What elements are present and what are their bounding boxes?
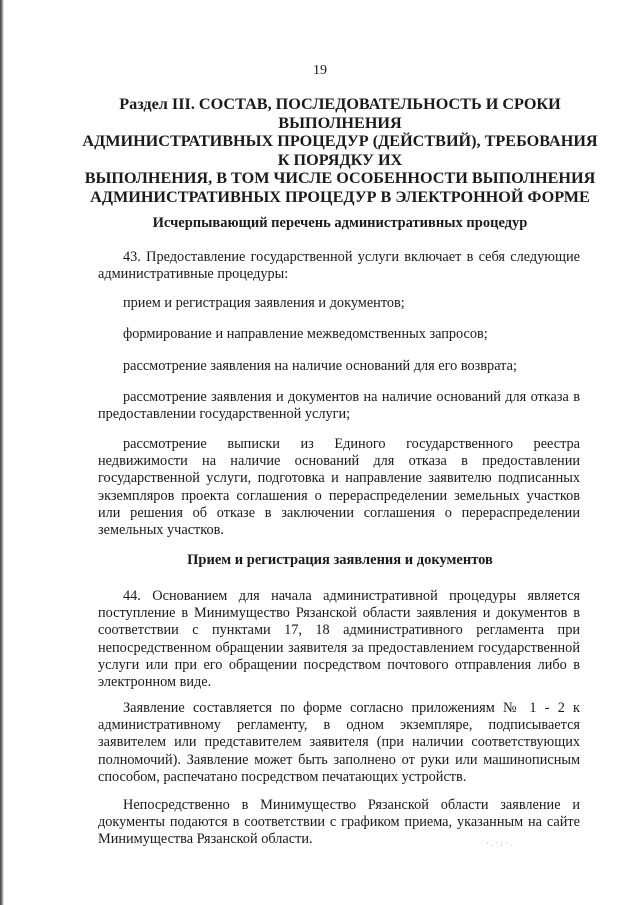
section-title-line: Раздел III. СОСТАВ, ПОСЛЕДОВАТЕЛЬНОСТЬ И СРОКИ xyxy=(119,95,561,113)
section-title-line: АДМИНИСТРАТИВНЫХ ПРОЦЕДУР В ЭЛЕКТРОННОЙ ФОРМЕ xyxy=(90,187,590,206)
list-item: рассмотрение заявления и документов на наличие оснований для отказа в предоставлении государственной услуги; xyxy=(98,389,580,423)
paragraph-43: 43. Предоставление государственной услуги включает в себя следующие административные процедуры: xyxy=(98,249,580,283)
section-title-line: ВЫПОЛНЕНИЯ, В ТОМ ЧИСЛЕ ОСОБЕННОСТИ ВЫПОЛНЕНИЯ xyxy=(84,169,596,187)
subheading-procedures-list: Исчерпывающий перечень административных процедур xyxy=(152,215,528,231)
scan-artifact: ·.·:·. xyxy=(486,838,514,848)
page-number: 19 xyxy=(313,63,327,78)
section-title-line: ВЫПОЛНЕНИЯ xyxy=(278,113,402,132)
list-item: формирование и направление межведомственных запросов; xyxy=(123,326,488,342)
scan-edge xyxy=(0,0,4,905)
paragraph-direct-submission: Непосредственно в Минимущество Рязанской области заявление и документы подаются в соответствии с графиком приема, указанным на сайте Минимущества Рязанской области. xyxy=(98,797,580,848)
list-item: рассмотрение выписки из Единого государственного реестра недвижимости на наличие оснований для отказа в предоставлении государственной услуги, подготовка и направление заявителю подписанных экземпляров проекта соглашения о перераспределении земельных участков или решения об отказе в заключении соглашения о перераспределении земельных участков. xyxy=(98,436,580,539)
list-item: рассмотрение заявления на наличие оснований для его возврата; xyxy=(123,358,517,374)
list-item: прием и регистрация заявления и документов; xyxy=(123,295,405,311)
paragraph-application-form: Заявление составляется по форме согласно приложениям № 1 - 2 к административному регламенту, в одном экземпляре, подписывается заявителем или представителем заявителя (при наличии соответствующих полномочий). Заявление может быть заполнено от руки или машинописным способом, распечатано посредством печатающих устройств. xyxy=(98,700,580,785)
section-title xyxy=(70,95,610,206)
subheading-reception: Прием и регистрация заявления и документов xyxy=(187,552,493,568)
section-title-line: АДМИНИСТРАТИВНЫХ ПРОЦЕДУР (ДЕЙСТВИЙ), ТРЕБОВАНИЯ xyxy=(82,132,598,150)
section-title-line: К ПОРЯДКУ ИХ xyxy=(277,150,403,169)
paragraph-44: 44. Основанием для начала административной процедуры является поступление в Минимущество Рязанской области заявления и документов в соответствии с пунктами 17, 18 административного регламента при непосредственном обращении заявителя за предоставлением государственной услуги или при его обращении посредством почтового отправления либо в электронном виде. xyxy=(98,588,580,691)
